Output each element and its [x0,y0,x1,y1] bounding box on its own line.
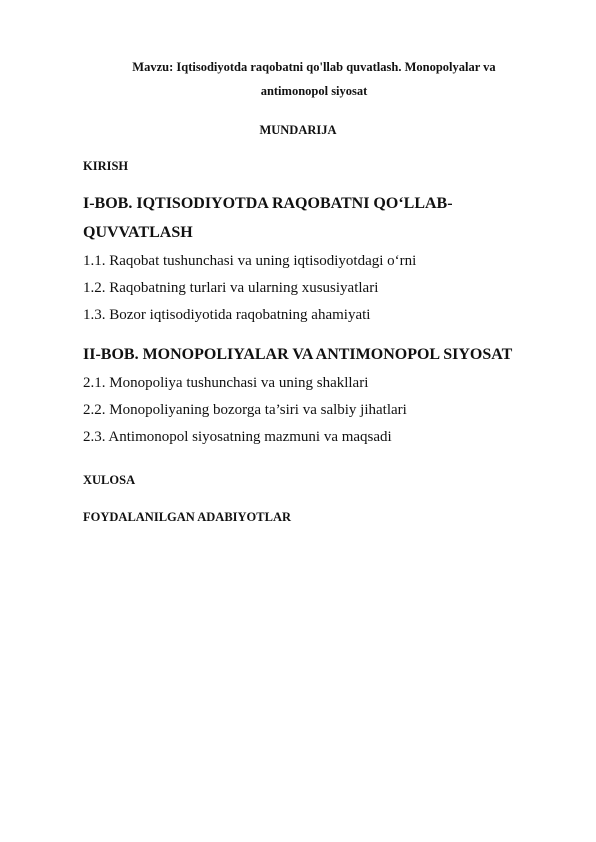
contents-heading: MUNDARIJA [259,123,337,137]
toc-item-2-2: 2.2. Monopoliyaning bozorga ta’siri va salbiy jihatlari [83,402,407,418]
topic-line-1: Mavzu: Iqtisodiyotda raqobatni qo'llab quvatlash. Monopolyalar va [132,60,496,74]
toc-item-2-3: 2.3. Antimonopol siyosatning mazmuni va maqsadi [83,429,392,445]
topic-line-2: antimonopol siyosat [260,84,368,98]
chapter1-title-line-1: I-BOB. IQTISODIYOTDA RAQOBATNI QO‘LLAB- [83,195,453,212]
chapter1-title-line-2: QUVVATLASH [83,224,193,241]
references-entry: FOYDALANILGAN ADABIYOTLAR [83,510,292,524]
toc-item-2-1: 2.1. Monopoliya tushunchasi va uning shakllari [83,375,369,391]
chapter2-title: II-BOB. MONOPOLIYALAR VA ANTIMONOPOL SIYOSAT [83,346,513,363]
toc-item-1-3: 1.3. Bozor iqtisodiyotida raqobatning ahamiyati [83,307,371,323]
toc-item-1-1: 1.1. Raqobat tushunchasi va uning iqtisodiyotdagi o‘rni [83,253,417,269]
toc-item-1-2: 1.2. Raqobatning turlari va ularning xususiyatlari [83,280,379,296]
intro-entry: KIRISH [83,159,129,173]
conclusion-entry: XULOSA [83,473,136,487]
